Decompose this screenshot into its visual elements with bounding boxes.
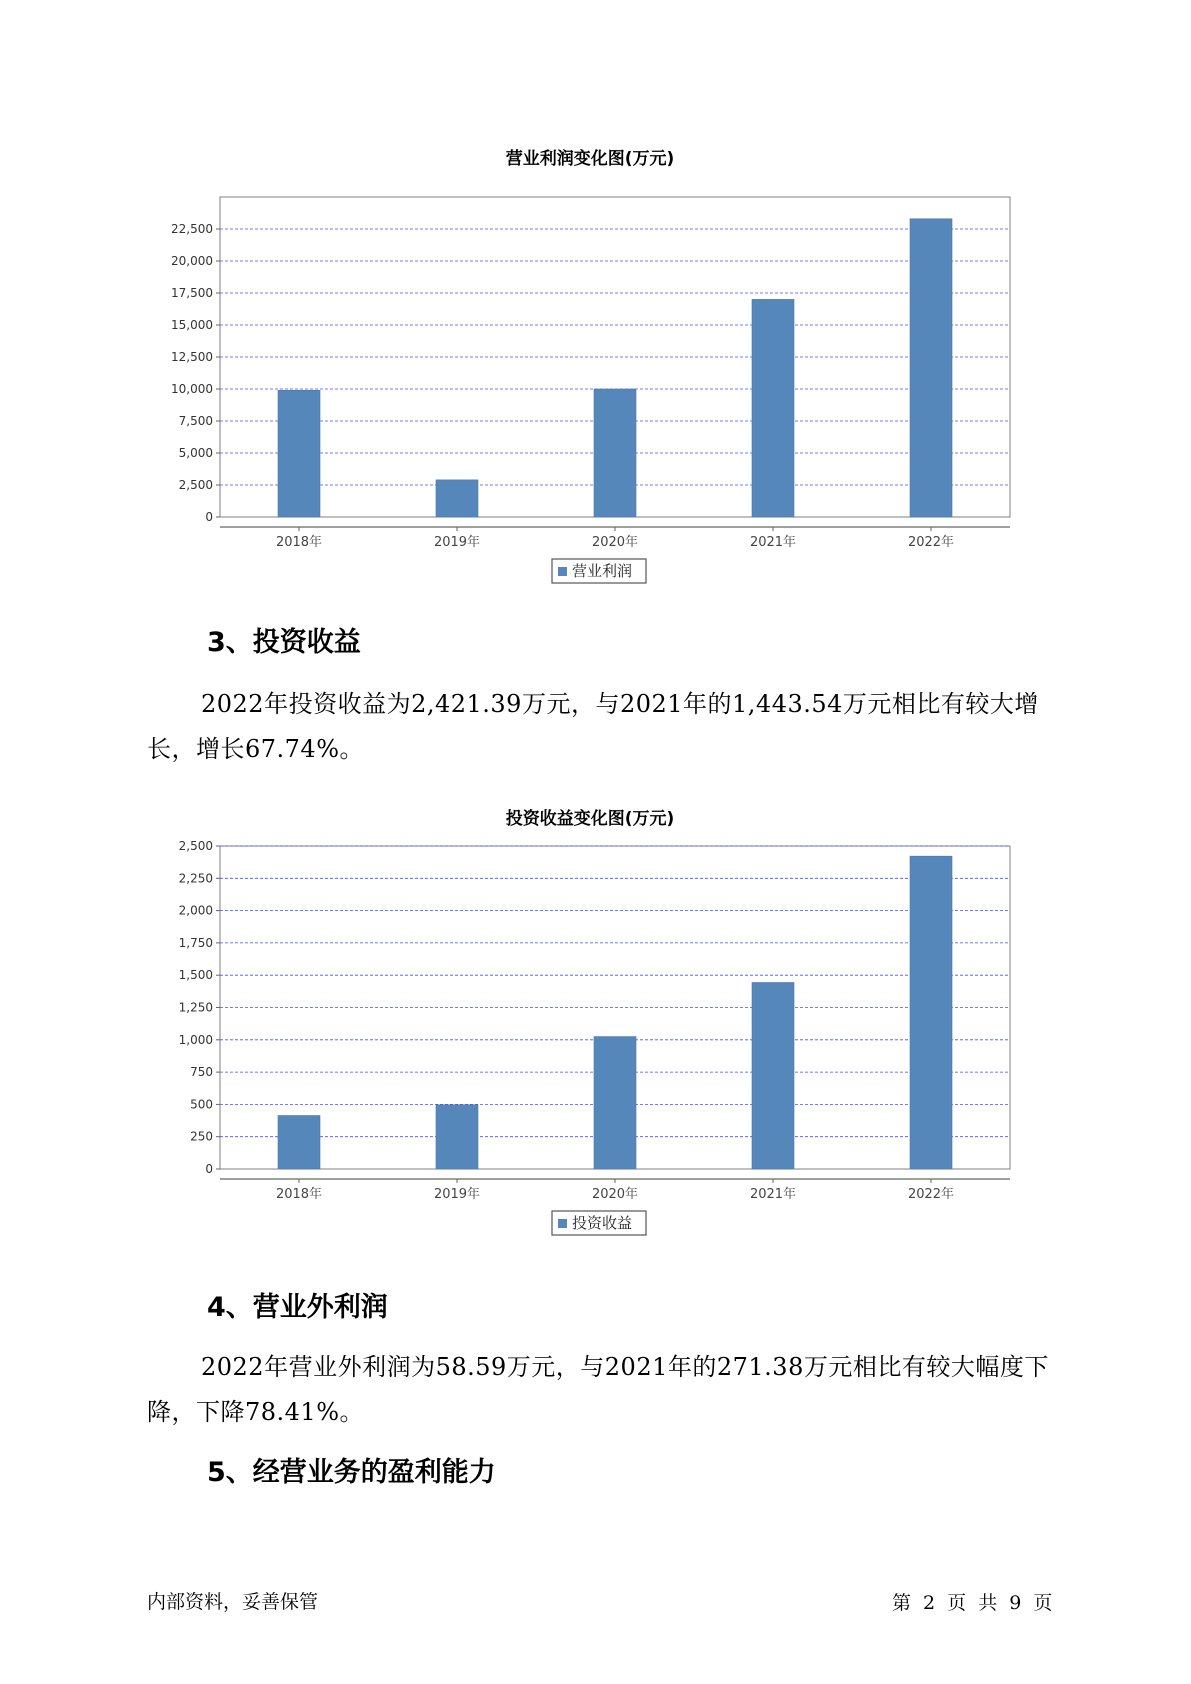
y-tick-label: 750 [190,1065,213,1080]
investment-income-chart-svg [150,800,1030,1232]
x-tick-label: 2022年 [907,535,955,550]
y-tick-label: 12,500 [171,350,213,364]
investment-income-chart [150,800,1030,1232]
paragraph-non-operating: 2022年营业外利润为58.59万元，与2021年的271.38万元相比有较大幅度下降，下降78.41%。 [147,1353,1049,1426]
bar-2018年 [278,1116,320,1169]
legend-label: 投资收益 [572,1214,633,1232]
x-tick-label: 2021年 [749,1187,797,1202]
bar-2018年 [278,390,320,517]
y-tick-label: 0 [205,510,213,524]
y-tick-label: 1,000 [178,1032,213,1047]
section-heading-non-operating: 4、营业外利润 [207,1292,388,1323]
y-tick-label: 10,000 [171,382,213,396]
bar-2020年 [594,389,636,517]
y-tick-label: 1,250 [178,1000,213,1015]
y-tick-label: 7,500 [178,414,213,428]
operating-profit-chart-svg [150,140,1030,580]
footer-confidential-note: 内部资料，妥善保管 [147,1591,319,1613]
bar-2020年 [594,1037,636,1169]
legend-swatch [558,1219,567,1228]
y-tick-label: 500 [190,1097,213,1112]
x-tick-label: 2018年 [275,535,323,550]
y-tick-label: 5,000 [178,446,213,460]
section-heading-investment: 3、投资收益 [207,627,361,658]
y-tick-label: 2,250 [178,871,213,886]
y-tick-label: 250 [190,1129,213,1144]
bar-2021年 [752,982,794,1169]
bar-2022年 [910,856,952,1169]
x-tick-label: 2019年 [433,1187,481,1202]
paragraph-investment: 2022年投资收益为2,421.39万元，与2021年的1,443.54万元相比有较大增长，增长67.74%。 [147,690,1039,763]
bar-2019年 [436,1105,478,1169]
bar-2022年 [910,219,952,517]
y-tick-label: 0 [205,1162,213,1176]
y-tick-label: 1,750 [178,935,213,950]
x-tick-label: 2020年 [591,535,639,550]
bar-2021年 [752,299,794,517]
section-heading-profitability: 5、经营业务的盈利能力 [207,1457,496,1488]
legend-label: 营业利润 [572,562,633,580]
x-tick-label: 2021年 [749,535,797,550]
y-tick-label: 2,500 [178,839,213,853]
y-tick-label: 20,000 [171,254,213,268]
y-tick-label: 2,000 [178,903,213,918]
footer-page-number: 第 2 页 共 9 页 [892,1592,1053,1614]
x-tick-label: 2022年 [907,1187,955,1202]
operating-profit-chart [150,140,1030,580]
y-tick-label: 15,000 [171,318,213,332]
y-tick-label: 17,500 [171,286,213,300]
x-tick-label: 2020年 [591,1187,639,1202]
chart-title: 营业利润变化图(万元) [505,149,675,169]
chart-title: 投资收益变化图(万元) [505,809,675,829]
x-tick-label: 2018年 [275,1187,323,1202]
y-tick-label: 2,500 [178,478,213,492]
legend-swatch [558,567,567,576]
y-tick-label: 1,500 [178,968,213,983]
y-tick-label: 22,500 [171,222,213,236]
x-tick-label: 2019年 [433,535,481,550]
bar-2019年 [436,480,478,517]
